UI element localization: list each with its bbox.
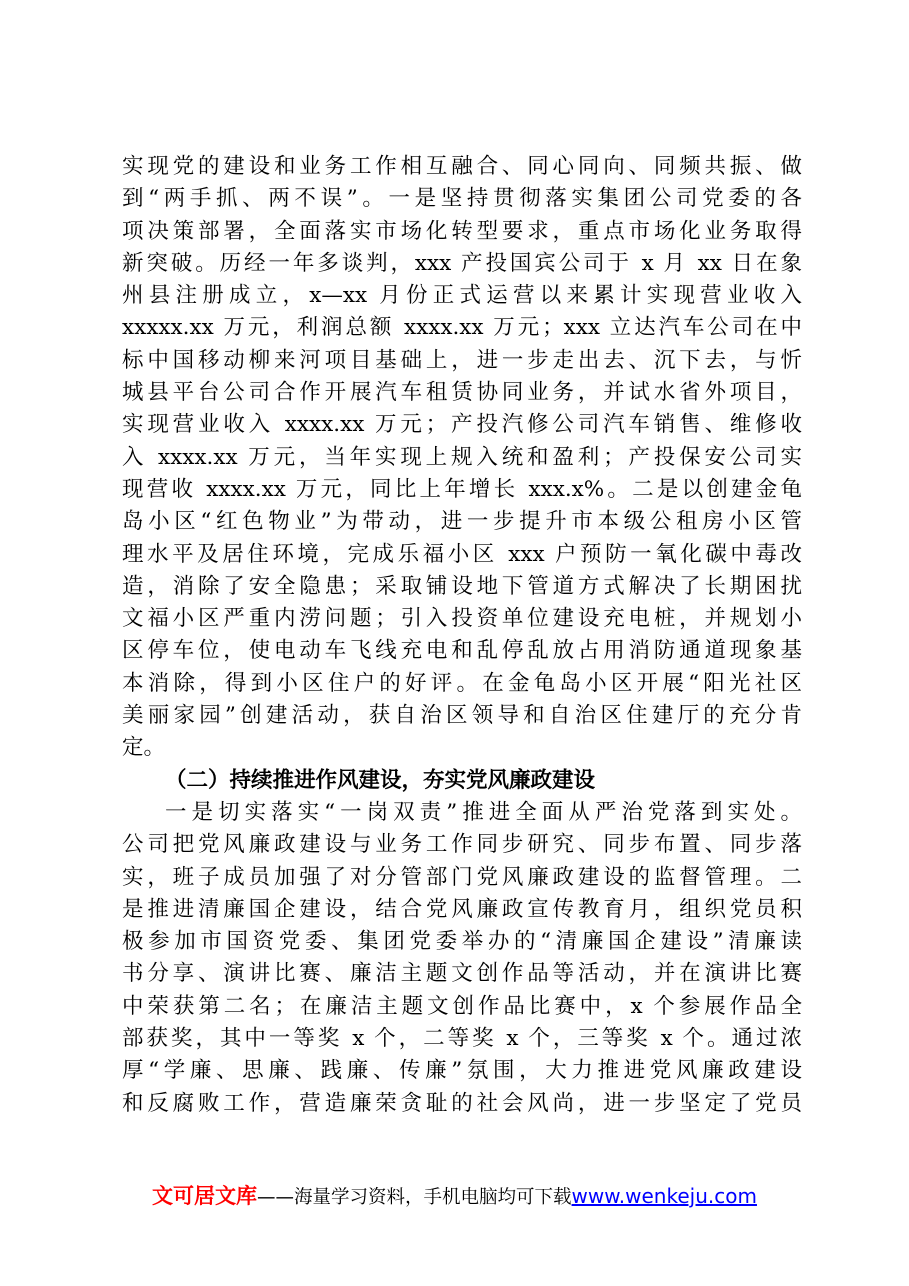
text-line: 项决策部署，全面落实市场化转型要求，重点市场化业务取得 [122,218,802,244]
text-line: 极参加市国资党委、集团党委举办的“清廉国企建设”清廉读 [122,929,802,955]
body-text [122,151,802,1120]
text-line: 文福小区严重内涝问题；引入投资单位建设充电桩，并规划小 [122,606,802,632]
text-line: 美丽家园”创建活动，获自治区领导和自治区住建厅的充分肯 [122,703,802,729]
text-line: 厚“学廉、思廉、践廉、传廉”氛围，大力推进党风廉政建设 [122,1058,802,1084]
text-line: 和反腐败工作，营造廉荣贪耻的社会风尚，进一步坚定了党员 [122,1090,802,1116]
text-line: 标中国移动柳来河项目基础上，进一步走出去、沉下去，与忻 [122,347,802,373]
footer-brand: 文可居文库 [152,1184,258,1208]
text-line: 中荣获第二名；在廉洁主题文创作品比赛中，x 个参展作品全 [122,993,802,1019]
text-line: 入 xxxx.xx 万元，当年实现上规入统和盈利；产投保安公司实 [122,444,802,470]
text-line: 理水平及居住环境，完成乐福小区 xxx 户预防一氧化碳中毒改 [122,541,802,567]
text-line: 部获奖，其中一等奖 x 个，二等奖 x 个，三等奖 x 个。通过浓 [122,1026,802,1052]
text-line: 区停车位，使电动车飞线充电和乱停乱放占用消防通道现象基 [122,638,802,664]
text-line: 本消除，得到小区住户的好评。在金龟岛小区开展“阳光社区 [122,670,802,696]
text-line: 实，班子成员加强了对分管部门党风廉政建设的监督管理。二 [122,864,802,890]
text-line: 书分享、演讲比赛、廉洁主题文创作品等活动，并在演讲比赛 [122,961,802,987]
text-line: 城县平台公司合作开展汽车租赁协同业务，并试水省外项目， [122,380,802,406]
text-line: 实现党的建设和业务工作相互融合、同心同向、同频共振、做 [122,154,802,179]
text-line: 州县注册成立，x—xx 月份正式运营以来累计实现营业收入 [122,283,802,309]
text-line: 现营收 xxxx.xx 万元，同比上年增长 xxx.x%。二是以创建金龟 [122,476,802,502]
text-line: 到“两手抓、两不误”。一是坚持贯彻落实集团公司党委的各 [122,186,802,212]
footer-slogan: ——海量学习资料，手机电脑均可下载 [257,1187,572,1208]
text-line: 是推进清廉国企建设，结合党风廉政宣传教育月，组织党员积 [122,896,802,922]
text-line: 岛小区“红色物业”为带动，进一步提升市本级公租房小区管 [122,509,802,535]
footer-banner [0,1180,909,1210]
text-line: 实现营业收入 xxxx.xx 万元；产投汽修公司汽车销售、维修收 [122,412,802,438]
text-line: xxxxx.xx 万元，利润总额 xxxx.xx 万元；xxx 立达汽车公司在中 [122,315,802,341]
text-line: 一是切实落实“一岗双责”推进全面从严治党落到实处。 [165,799,802,825]
section-heading: （二）持续推进作风建设，夯实党风廉政建设 [165,767,596,793]
text-line: 定。 [122,735,166,761]
footer-url-link[interactable]: www.wenkeju.com [571,1184,757,1208]
text-line: 新突破。历经一年多谈判，xxx 产投国宾公司于 x 月 xx 日在象 [122,250,802,276]
text-line: 造，消除了安全隐患；采取铺设地下管道方式解决了长期困扰 [122,573,802,599]
text-line: 公司把党风廉政建设与业务工作同步研究、同步布置、同步落 [122,832,802,858]
